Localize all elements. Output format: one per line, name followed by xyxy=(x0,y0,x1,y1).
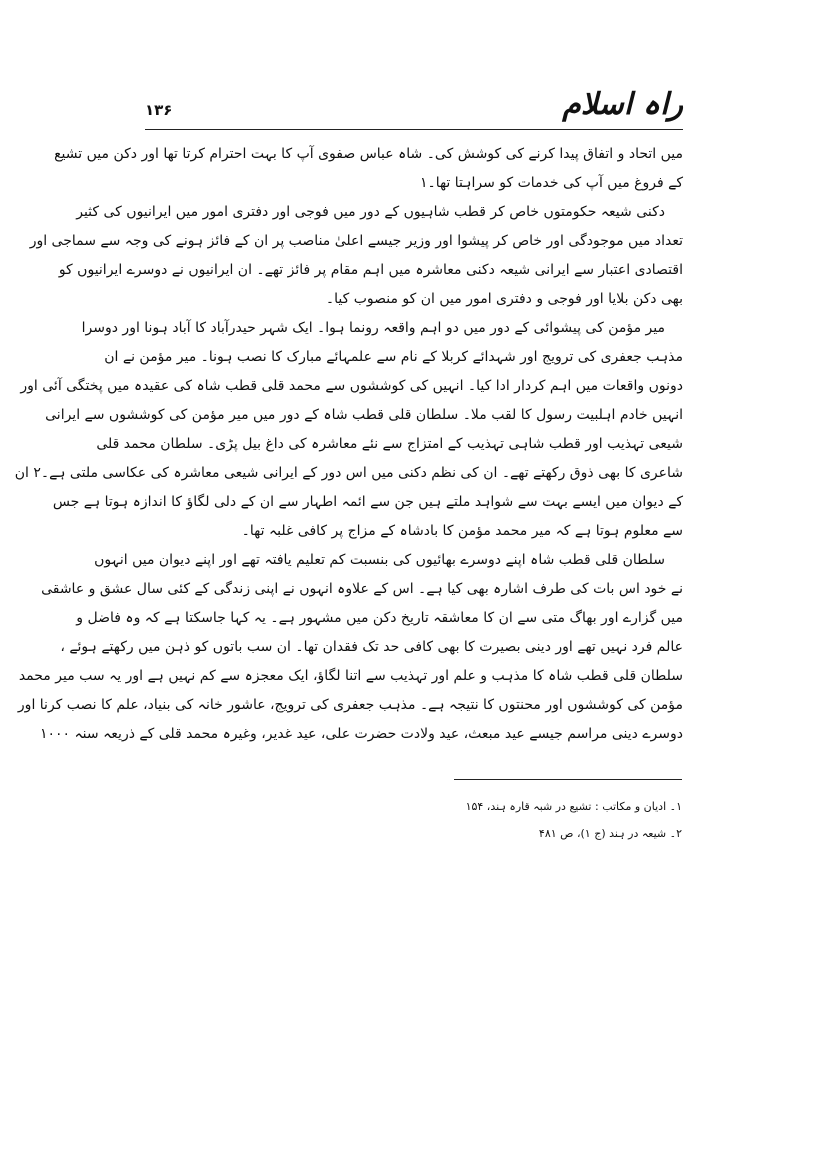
text-line: عالم فرد نہیں تھے اور دینی بصیرت کا بھی کافی حد تک فقدان تھا۔ ان سب باتوں کو ذہن میں رکھتے ہوئے ، xyxy=(60,639,683,655)
text-line: دونوں واقعات میں اہم کردار ادا کیا۔ انہیں کی کوششوں سے محمد قلی قطب شاہ کی عقیدہ میں پختگی آئی اور xyxy=(20,378,683,394)
text-line: شیعی تہذیب اور قطب شاہی تہذیب کے امتزاج سے نئے معاشرہ کی داغ بیل پڑی۔ سلطان محمد قلی xyxy=(96,436,683,452)
text-line: دکنی شیعہ حکومتوں خاص کر قطب شاہیوں کے دور میں فوجی اور دفتری امور میں ایرانیوں کی کثیر xyxy=(76,204,665,220)
text-line: بھی دکن بلایا اور فوجی و دفتری امور میں ان کو منصوب کیا۔ xyxy=(325,291,683,307)
text-line: نے خود اس بات کی طرف اشارہ بھی کیا ہے۔ اس کے علاوہ انہوں نے اپنی زندگی کے کئی سال عشق و عاشقی xyxy=(41,581,683,597)
book-title: راہ اسلام xyxy=(562,87,683,122)
text-line: سلطان قلی قطب شاہ اپنے دوسرے بھائیوں کی بنسبت کم تعلیم یافتہ تھے اور اپنے دیوان میں انہوں xyxy=(94,552,665,568)
text-line: شاعری کا بھی ذوق رکھتے تھے۔ ان کی نظم دکنی میں اس دور کے ایرانی شیعی معاشرہ کی عکاسی ملتی ہے۔۲ ان xyxy=(14,465,683,481)
text-line: میں اتحاد و اتفاق پیدا کرنے کی کوشش کی۔ شاہ عباس صفوی آپ کا بہت احترام کرتا تھا اور دکن میں تشیع xyxy=(54,146,683,162)
footnote: ۲۔ شیعہ در ہند (ج ۱)، ص ۴۸۱ xyxy=(538,827,682,840)
text-line: سے معلوم ہوتا ہے کہ میر محمد مؤمن کا بادشاہ کے مزاج پر کافی غلبہ تھا۔ xyxy=(241,523,683,539)
text-line: کے فروغ میں آپ کی خدمات کو سراہتا تھا۔۱ xyxy=(419,175,683,191)
footnote: ۱۔ ادیان و مکاتب : تشیع در شبہ قارہ ہند، ۱۵۴ xyxy=(465,800,682,813)
text-line: تعداد میں موجودگی اور خاص کر پیشوا اور وزیر جیسے اعلیٰ مناصب پر ان کے فائز ہونے کی وجہ سے سماجی اور xyxy=(29,233,683,249)
text-line: دوسرے دینی مراسم جیسے عید مبعث، عید ولادت حضرت علی، عید غدیر، وغیرہ محمد قلی کے ذریعہ سنہ ۱۰۰۰ xyxy=(39,726,683,742)
footnotes xyxy=(340,793,682,847)
page-header xyxy=(145,85,683,130)
text-line: اقتصادی اعتبار سے ایرانی شیعہ دکنی معاشرہ میں اہم مقام پر فائز تھے۔ ان ایرانیوں نے دوسرے ایرانیوں کو xyxy=(58,262,683,278)
text-line: میر مؤمن کی پیشوائی کے دور میں دو اہم واقعہ رونما ہوا۔ ایک شہر حیدرآباد کا آباد ہونا اور دوسرا xyxy=(81,320,665,336)
page-number: ۱۳۶ xyxy=(145,101,173,119)
text-line: میں گزارے اور بھاگ متی سے ان کا معاشقہ تاریخ دکن میں مشہور ہے۔ یہ کہا جاسکتا ہے کہ وہ فاضل و xyxy=(76,610,683,626)
footnote-divider xyxy=(454,779,682,780)
text-line: سلطان قلی قطب شاہ کا مذہب و علم اور تہذیب سے اتنا لگاؤ، ایک معجزہ سے کم نہیں ہے اور یہ سب میر محمد xyxy=(18,668,683,684)
body-text xyxy=(14,140,683,749)
text-line: مذہب جعفری کی ترویج اور شہدائے کربلا کے نام سے علمہائے مبارک کا نصب ہونا۔ میر مؤمن نے ان xyxy=(104,349,683,365)
text-line: مؤمن کی کوششوں اور محنتوں کا نتیجہ ہے۔ مذہب جعفری کی ترویج، عاشور خانہ کی بنیاد، علم کا نصب کرنا اور xyxy=(17,697,683,713)
text-line: انہیں خادم اہلبیت رسول کا لقب ملا۔ سلطان قلی قطب شاہ کے دور میں میر مؤمن کی کوششوں سے ایرانی xyxy=(45,407,683,423)
text-line: کے دیوان میں ایسے بہت سے شواہد ملتے ہیں جن سے ائمہ اطہار سے ان کے دلی لگاؤ کا اندازہ ہوتا ہے جس xyxy=(52,494,683,510)
